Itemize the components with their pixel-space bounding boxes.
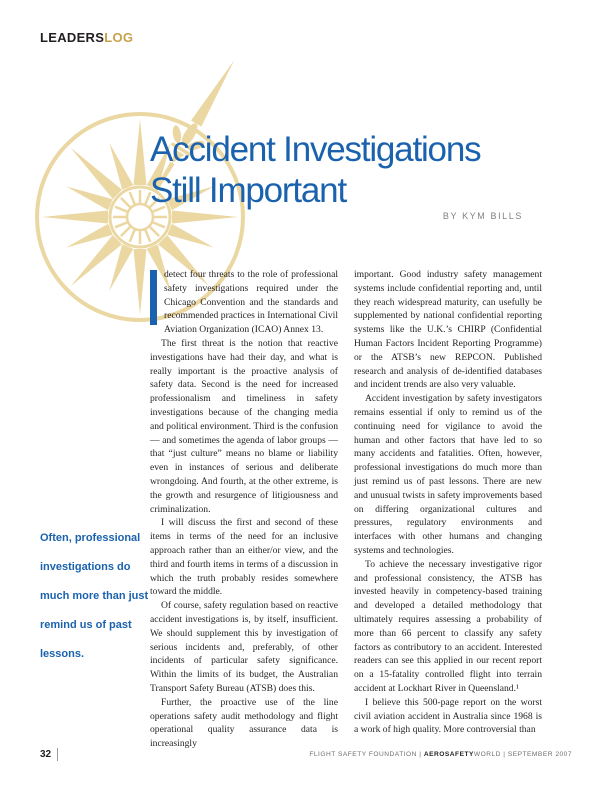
pull-quote-line: investigations do — [40, 561, 131, 573]
opening-paragraph — [150, 268, 338, 337]
pull-quote-line: remind us of past — [40, 619, 132, 631]
pull-quote — [40, 524, 148, 669]
page-number-value: 32 — [40, 749, 52, 760]
magazine-brand-light: WORLD — [473, 751, 501, 758]
article-title — [150, 130, 480, 211]
folio-line — [309, 751, 572, 758]
issue-date: | SEPTEMBER 2007 — [500, 751, 572, 758]
page-footer — [40, 748, 572, 761]
pull-quote-line: lessons. — [40, 648, 85, 660]
footer-rule — [57, 748, 58, 761]
paragraph: Further, the proactive use of the line operations safety audit methodology and flight operational quality assurance data is increasingly — [150, 696, 338, 750]
pull-quote-line: Often, professional — [40, 532, 141, 544]
paragraph: Accident investigation by safety investigators remains essential if only to remind us of the continuing need for vigilance to avoid the human and other factors that have led to so many accidents and fatalities. Often, however, professional investigations do much more than just remind us of past lessons. There are new and unusual twists in safety improvements based on differing organizational cultures and pressures, regulatory environments and interfaces with other humans and changing systems and technologies. — [354, 393, 542, 556]
magazine-brand-bold: AEROSAFETY — [423, 751, 474, 758]
column-left — [150, 268, 338, 751]
section-header — [40, 30, 133, 45]
paragraph: Of course, safety regulation based on reactive accident investigations is, by itself, insufficient. We should supplement this by investigation of serious incidents and, preferably, of other incidents of particular safety significance. Within the limits of its budget, the Australian Transport Safety Bureau (ATSB) does this. — [150, 600, 338, 694]
left-column-paragraphs — [150, 337, 338, 751]
publisher-name: FLIGHT SAFETY FOUNDATION | — [309, 751, 424, 758]
column-right — [354, 268, 542, 751]
page-number — [40, 748, 58, 761]
paragraph: important. Good industry safety management systems include confidential reporting and, until they reach widespread maturity, can usefully be supplemented by national confidential reporting systems like the U.K.’s CHIRP (Confidential Human Factors Incident Reporting Programme) or the ATSB’s new REPCON. Published research and analysis of de-identified databases and incident trends are also very valuable. — [354, 269, 542, 391]
paragraph: The first threat is the notion that reactive investigations have had their day, and what is really important is the proactive analysis of safety data. Second is the need for increased professionalism and timeliness in safety investigations because of the changing media and political environment. Third is the confusion — and sometimes the agenda of labor groups — that “just culture” means no blame or liability even in instances of serious and deliberate wrongdoing. And fourth, at the other extreme, is the growth and resurgence of litigiousness and criminalization. — [150, 337, 338, 515]
paragraph: To achieve the necessary investigative rigor and professional consistency, the ATSB has invested heavily in competency-based training and developed a detailed methodology that ultimately requires assessing a probability of more than 66 percent to classify any safety factors as contributory to an accident. Interested readers can see this applied in our recent report on a 15-fatality controlled flight into terrain accident at Lockhart River in Queensland.¹ — [354, 558, 542, 694]
byline: BY KYM BILLS — [442, 211, 523, 221]
opening-paragraph-text: detect four threats to the role of professional safety investigations required under the Chicago Convention and the standards and recommended practices in International Civil Aviation Organization (ICAO) Annex 13. — [164, 269, 338, 336]
right-column-paragraphs — [354, 268, 542, 737]
paragraph: I believe this 500-page report on the worst civil aviation accident in Australia since 1968 is a work of high quality. More controversial than — [354, 696, 542, 736]
article-body — [150, 268, 542, 751]
pull-quote-line: much more than just — [40, 590, 149, 602]
drop-cap — [150, 270, 157, 325]
article-title-line2: Still Important — [150, 170, 346, 210]
article-title-line1: Accident Investigations — [150, 130, 481, 169]
section-header-bold: LEADERS — [40, 30, 105, 45]
section-header-light: LOG — [104, 30, 134, 45]
paragraph: I will discuss the first and second of these items in terms of the need for an inclusive approach rather than an either/or view, and the third and fourth items in terms of a discussion in which the truth probably resides somewhere toward the middle. — [150, 517, 338, 598]
